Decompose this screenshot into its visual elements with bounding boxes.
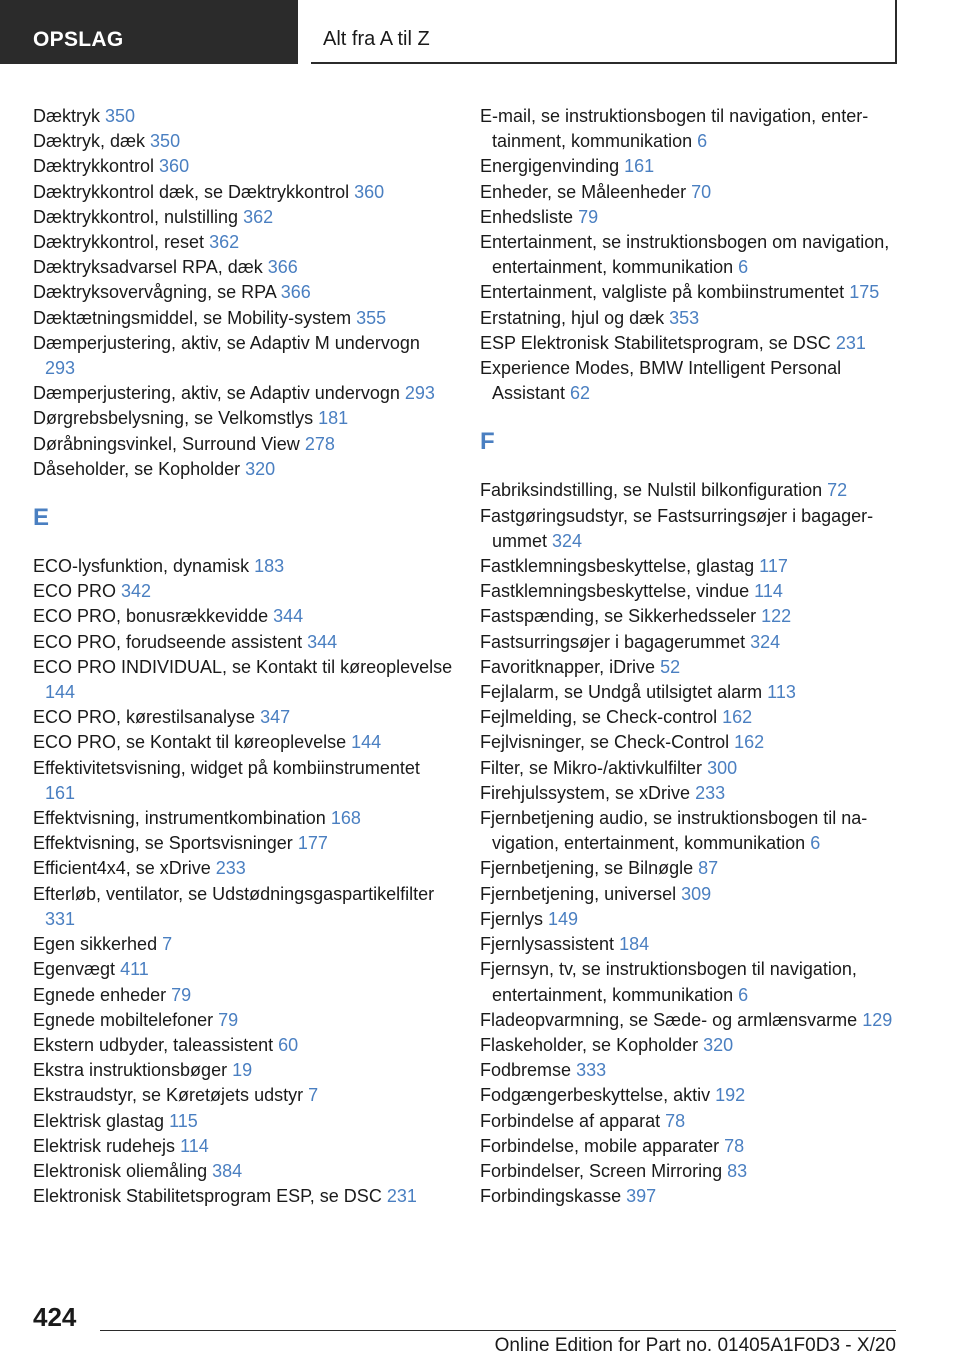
page-reference-link[interactable]: 72 (827, 480, 848, 501)
index-entry-term: Dæktætningsmiddel, se Mobility-system (33, 307, 352, 328)
index-entry (33, 306, 453, 331)
page-reference-link[interactable]: 350 (105, 106, 136, 126)
page-reference-link[interactable]: 113 (767, 682, 796, 703)
page-reference-link[interactable]: 87 (698, 858, 719, 879)
page-reference-link[interactable]: 353 (669, 307, 700, 328)
page-reference-link[interactable]: 192 (715, 1085, 746, 1106)
index-entry (480, 705, 900, 730)
index-entry (480, 1159, 900, 1184)
page-reference-link[interactable]: 114 (180, 1135, 209, 1156)
chapter-header (311, 0, 897, 64)
page-reference-link[interactable]: 144 (351, 732, 382, 753)
page-reference-link[interactable]: 309 (681, 883, 712, 904)
edition-footer: Online Edition for Part no. 01405A1F0D3 - X/20 (494, 1335, 896, 1356)
index-entry-term: Effektivitetsvisning, widget på kombiinstrumentet (33, 757, 420, 778)
index-entry (33, 705, 453, 730)
chapter-title: Alt fra A til Z (323, 28, 430, 50)
index-entry (480, 882, 900, 907)
index-entry-term: Fejlmelding, se Check-control (480, 707, 718, 728)
index-entry (480, 907, 900, 932)
index-entry (33, 205, 453, 230)
index-entry (33, 730, 453, 755)
page-reference-link[interactable]: 331 (45, 908, 76, 929)
page-reference-link[interactable]: 52 (660, 656, 681, 677)
page-reference-link[interactable]: 362 (243, 206, 274, 227)
page-reference-link[interactable]: 70 (691, 181, 712, 202)
page-reference-link[interactable]: 6 (738, 984, 749, 1005)
index-entry (33, 1184, 453, 1209)
index-entry (33, 154, 453, 179)
index-entry (33, 1109, 453, 1134)
index-entry-term: Efterløb, ventilator, se Udstødningsgaspartikelfilter (33, 883, 435, 904)
index-entry-term: Dørgrebsbelysning, se Velkomstlys (33, 408, 314, 429)
index-entry-term: Fastklemningsbeskyttelse, vindue (480, 581, 750, 602)
page-reference-link[interactable]: 177 (297, 833, 328, 854)
index-entry-term: Forbindelser, Screen Mirroring (480, 1160, 723, 1181)
index-entry-term: Fodbremse (480, 1060, 572, 1081)
index-entry (33, 554, 453, 579)
index-entry (480, 205, 900, 230)
index-entry (480, 781, 900, 806)
page-reference-link[interactable]: 181 (318, 408, 349, 429)
page-reference-link[interactable]: 350 (150, 131, 181, 152)
page-reference-link[interactable]: 7 (162, 934, 173, 955)
index-entry-term: Dæktrykkontrol (33, 156, 155, 177)
index-entry-term: Dæktryksadvarsel RPA, dæk (33, 257, 263, 278)
index-entry-term: Dæktryksovervågning, se RPA (33, 282, 276, 303)
index-entry-term: Egnede enheder (33, 984, 167, 1005)
index-entry (480, 1008, 900, 1033)
page-reference-link[interactable]: 161 (624, 156, 655, 177)
index-entry (33, 831, 453, 856)
index-entry (33, 255, 453, 280)
index-entry (33, 1033, 453, 1058)
index-entry-term: Fejlalarm, se Undgå utilsigtet alarm (480, 682, 763, 703)
page-reference-link[interactable]: 411 (120, 959, 149, 980)
index-entry (480, 579, 900, 604)
index-entry (480, 1058, 900, 1083)
index-entry (480, 957, 900, 1007)
index-entry-term: ECO PRO (33, 581, 117, 602)
page-reference-link[interactable]: 149 (548, 908, 579, 929)
index-entry-term: Enhedsliste (480, 206, 574, 227)
page-reference-link[interactable]: 360 (354, 181, 385, 202)
index-entry (33, 280, 453, 305)
index-entry (33, 104, 453, 129)
index-entry-term: Fjernlysassistent (480, 934, 615, 955)
index-entry-term: ECO PRO, kørestilsanalyse (33, 707, 256, 728)
index-entry (480, 756, 900, 781)
footer-divider (100, 1330, 896, 1331)
page-reference-link[interactable]: 162 (722, 707, 753, 728)
index-entry-term: Ekstra instruktionsbøger (33, 1060, 228, 1081)
index-entry-term: ECO PRO INDIVIDUAL, se Kontakt til køreoplevelse (33, 656, 453, 677)
index-entry-term: Fjernbetjening, universel (480, 883, 677, 904)
index-entry (480, 1083, 900, 1108)
index-entry (33, 932, 453, 957)
index-entry-term: Fabriksindstilling, se Nulstil bilkonfiguration (480, 480, 823, 501)
index-entry-term: Energigenvinding (480, 156, 620, 177)
index-entry (480, 356, 900, 406)
index-entry-term: Experience Modes, BMW Intelligent Personal Assistant (480, 358, 842, 404)
index-entry-term: Filter, se Mikro-/aktivkulfilter (480, 757, 703, 778)
page-reference-link[interactable]: 320 (703, 1034, 734, 1055)
index-entry-term: Flaskeholder, se Kopholder (480, 1034, 699, 1055)
index-entry (480, 655, 900, 680)
index-entry-term: Dæmperjustering, aktiv, se Adaptiv undervogn (33, 383, 400, 404)
page-reference-link[interactable]: 129 (862, 1009, 893, 1030)
index-letter-heading: F (480, 428, 495, 456)
index-entry (480, 504, 900, 554)
page-reference-link[interactable]: 161 (45, 782, 76, 803)
index-entry (480, 154, 900, 179)
page-reference-link[interactable]: 183 (254, 556, 285, 577)
page-number: 424 (33, 1302, 77, 1332)
index-entry-term: Egnede mobiltelefoner (33, 1009, 214, 1030)
index-entry-term: Effektvisning, se Sportsvisninger (33, 833, 293, 854)
index-entry-term: Dæktrykkontrol, nulstilling (33, 206, 239, 227)
page-reference-link[interactable]: 333 (576, 1060, 607, 1081)
index-entry-term: Fastsurringsøjer i bagagerummet (480, 631, 746, 652)
page-reference-link[interactable]: 278 (304, 433, 335, 454)
index-entry-term: Firehjulssystem, se xDrive (480, 782, 691, 803)
page-reference-link[interactable]: 324 (750, 631, 781, 652)
index-entry-term: Fastspænding, se Sikkerhedsseler (480, 606, 757, 627)
page-reference-link[interactable]: 115 (169, 1110, 198, 1131)
page-reference-link[interactable]: 355 (356, 307, 387, 328)
page-reference-link[interactable]: 344 (273, 606, 304, 627)
page-reference-link[interactable]: 184 (619, 934, 650, 955)
index-entry (33, 856, 453, 881)
page-reference-link[interactable]: 233 (695, 782, 726, 803)
index-entry (480, 1109, 900, 1134)
index-entry-term: ECO-lysfunktion, dynamisk (33, 556, 250, 577)
index-entry (480, 1134, 900, 1159)
page-reference-link[interactable]: 324 (552, 530, 583, 551)
index-entry-term: Dåseholder, se Kopholder (33, 458, 241, 479)
page-reference-link[interactable]: 342 (121, 581, 152, 602)
index-entry-term: Erstatning, hjul og dæk (480, 307, 665, 328)
index-entry (33, 604, 453, 629)
index-entry (33, 957, 453, 982)
index-entry (480, 806, 900, 856)
index-entry (33, 1159, 453, 1184)
page-reference-link[interactable]: 231 (386, 1186, 417, 1207)
index-entry-term: Fjernbetjening, se Bilnøgle (480, 858, 694, 879)
index-entry (480, 306, 900, 331)
index-entry (480, 554, 900, 579)
index-column-left (33, 104, 453, 1209)
index-entry-term: Ekstern udbyder, taleassistent (33, 1034, 274, 1055)
page-reference-link[interactable]: 7 (308, 1085, 319, 1106)
page-reference-link[interactable]: 114 (754, 581, 783, 602)
index-entry (480, 730, 900, 755)
index-entry (33, 432, 453, 457)
index-entry-term: Effektvisning, instrumentkombination (33, 808, 326, 829)
index-entry-term: E-mail, se instruktionsbogen til navigation, entertainment, kommunikation (480, 106, 869, 152)
index-column-right (480, 104, 900, 1209)
index-entry (480, 1184, 900, 1209)
page-reference-link[interactable]: 6 (697, 131, 708, 152)
index-letter-heading: E (33, 504, 50, 532)
page-reference-link[interactable]: 320 (245, 458, 276, 479)
page-reference-link[interactable]: 360 (159, 156, 190, 177)
index-entry-term: Favoritknapper, iDrive (480, 656, 656, 677)
index-entry (33, 1008, 453, 1033)
page-reference-link[interactable]: 175 (849, 282, 880, 303)
index-entry (33, 882, 453, 932)
page-reference-link[interactable]: 168 (330, 808, 361, 829)
index-entry (33, 331, 453, 381)
index-entry (33, 129, 453, 154)
index-entry-term: ECO PRO, forudseende assistent (33, 631, 303, 652)
index-entry-term: ECO PRO, bonusrækkevidde (33, 606, 269, 627)
index-entry (33, 230, 453, 255)
index-entry-term: Døråbningsvinkel, Surround View (33, 433, 300, 454)
index-entry (33, 457, 453, 482)
index-entry-term: Dæktrykkontrol dæk, se Dæktrykkontrol (33, 181, 350, 202)
index-entry (33, 1083, 453, 1108)
index-entry-term: Fastklemningsbeskyttelse, glastag (480, 556, 755, 577)
index-entry-term: Elektrisk rudehejs (33, 1135, 176, 1156)
page-reference-link[interactable]: 366 (267, 257, 298, 278)
page-reference-link[interactable]: 83 (727, 1160, 748, 1181)
index-entry-term: Efficient4x4, se xDrive (33, 858, 211, 879)
page-reference-link[interactable]: 78 (665, 1110, 686, 1131)
index-entry-term: Entertainment, valgliste på kombiinstrumentet (480, 282, 845, 303)
index-entry-term: Enheder, se Måleenheder (480, 181, 687, 202)
page-reference-link[interactable]: 344 (307, 631, 338, 652)
index-entry-term: Dæktrykkontrol, reset (33, 232, 205, 253)
index-entry (33, 806, 453, 831)
page-reference-link[interactable]: 293 (404, 383, 435, 404)
index-entry (480, 932, 900, 957)
page-reference-link[interactable]: 162 (734, 732, 765, 753)
page-reference-link[interactable]: 6 (738, 257, 749, 278)
index-entry-term: Egenvægt (33, 959, 116, 980)
index-entry-term: Fastgøringsudstyr, se Fastsurringsøjer i bagagerummet (480, 505, 874, 551)
index-entry (480, 230, 900, 280)
index-entry (480, 1033, 900, 1058)
page-reference-link[interactable]: 6 (810, 833, 821, 854)
page-reference-link[interactable]: 233 (215, 858, 246, 879)
index-entry-term: Elektrisk glastag (33, 1110, 165, 1131)
page-reference-link[interactable]: 60 (278, 1034, 299, 1055)
section-title: OPSLAG (33, 28, 124, 51)
page-reference-link[interactable]: 122 (761, 606, 792, 627)
page-reference-link[interactable]: 347 (260, 707, 291, 728)
index-entry (480, 104, 900, 154)
index-entry (480, 280, 900, 305)
index-entry-term: Forbindingskasse (480, 1186, 622, 1207)
index-entry-term: Forbindelse, mobile apparater (480, 1135, 720, 1156)
index-entry (480, 180, 900, 205)
index-entry-term: Egen sikkerhed (33, 934, 158, 955)
index-entry-term: Elektronisk Stabilitetsprogram ESP, se DSC (33, 1186, 382, 1207)
index-entry (33, 630, 453, 655)
page-reference-link[interactable]: 366 (280, 282, 311, 303)
page-reference-link[interactable]: 19 (232, 1060, 253, 1081)
index-entry-term: Fejlvisninger, se Check-Control (480, 732, 730, 753)
index-entry (480, 680, 900, 705)
index-entry (33, 381, 453, 406)
page-reference-link[interactable]: 62 (570, 383, 591, 404)
index-entry-term: Entertainment, se instruktionsbogen om navigation, entertainment, kommunikation (480, 232, 890, 278)
index-entry (33, 579, 453, 604)
page-reference-link[interactable]: 79 (218, 1009, 239, 1030)
page-reference-link[interactable]: 300 (707, 757, 738, 778)
section-tab (0, 0, 298, 64)
index-entry-term: Dæktryk (33, 106, 100, 126)
index-entry (480, 856, 900, 881)
index-entry (480, 630, 900, 655)
index-entry-term: ESP Elektronisk Stabilitetsprogram, se DSC (480, 332, 831, 353)
index-entry (33, 180, 453, 205)
index-entry (33, 406, 453, 431)
index-entry-term: Ekstraudstyr, se Køretøjets udstyr (33, 1085, 304, 1106)
index-entry (33, 983, 453, 1008)
page-reference-link[interactable]: 79 (578, 206, 599, 227)
index-entry (480, 331, 900, 356)
index-entry (33, 1134, 453, 1159)
index-entry-term: Dæktryk, dæk (33, 131, 146, 152)
page-reference-link[interactable]: 78 (724, 1135, 745, 1156)
index-entry-term: ECO PRO, se Kontakt til køreoplevelse (33, 732, 347, 753)
index-entry-term: Dæmperjustering, aktiv, se Adaptiv M undervogn (33, 332, 420, 353)
index-entry (480, 478, 900, 503)
index-entry-term: Fjernlys (480, 908, 544, 929)
page-reference-link[interactable]: 397 (626, 1186, 657, 1207)
index-entry-term: Elektronisk oliemåling (33, 1160, 208, 1181)
index-entry (33, 655, 453, 705)
page-reference-link[interactable]: 293 (45, 358, 76, 379)
page-reference-link[interactable]: 79 (171, 984, 192, 1005)
index-entry-term: Fjernbetjening audio, se instruktionsbogen til navigation, entertainment, kommunikation (480, 808, 868, 854)
index-entry (33, 756, 453, 806)
index-entry-term: Fodgængerbeskyttelse, aktiv (480, 1085, 711, 1106)
page-reference-link[interactable]: 144 (45, 682, 76, 703)
index-entry-term: Fladeopvarmning, se Sæde- og armlænsvarme (480, 1009, 858, 1030)
index-entry-term: Forbindelse af apparat (480, 1110, 661, 1131)
page-reference-link[interactable]: 231 (835, 332, 866, 353)
index-entry-term: Fjernsyn, tv, se instruktionsbogen til navigation, entertainment, kommunikation (480, 959, 857, 1005)
page-reference-link[interactable]: 384 (212, 1160, 243, 1181)
page-reference-link[interactable]: 362 (209, 232, 240, 253)
index-entry (33, 1058, 453, 1083)
page-reference-link[interactable]: 117 (759, 556, 788, 577)
index-entry (480, 604, 900, 629)
